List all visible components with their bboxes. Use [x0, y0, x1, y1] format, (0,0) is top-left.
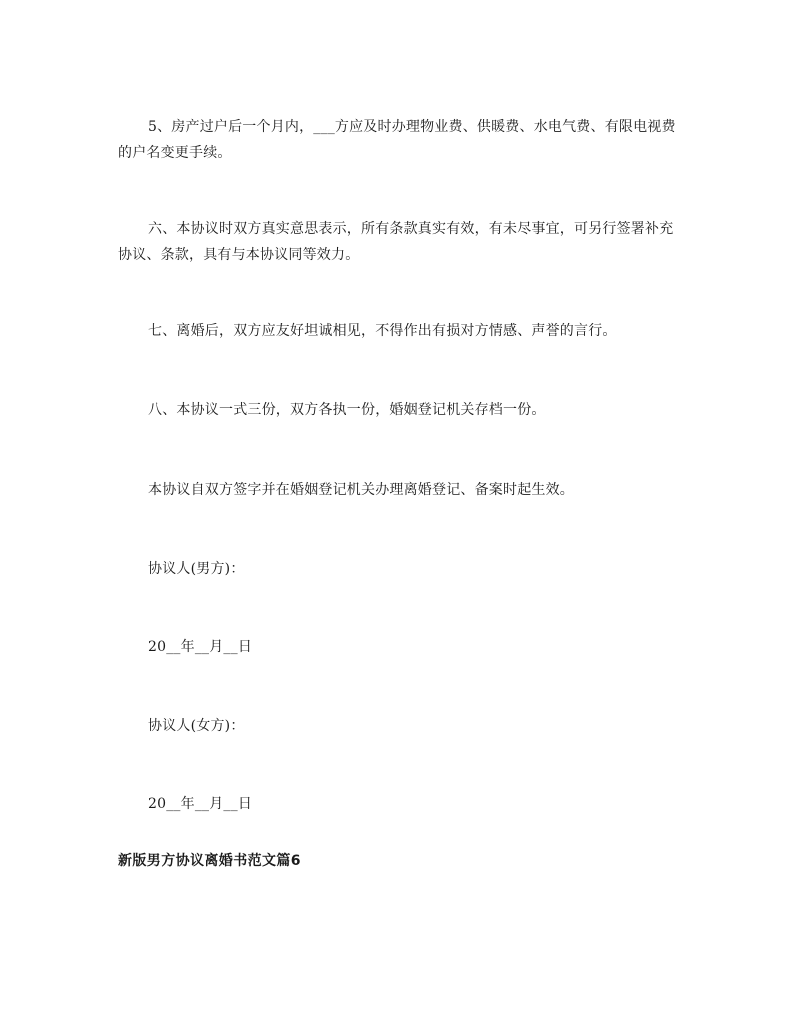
- clause-eight-paragraph: 八、本协议一式三份，双方各执一份，婚姻登记机关存档一份。: [148, 402, 546, 418]
- signatory-male-label: 协议人(男方)：: [148, 561, 245, 577]
- clause-5-paragraph: 5、房产过户后一个月内，___方应及时办理物业费、供暖费、水电气费、有限电视费的户名变更手续。: [118, 119, 676, 161]
- clause-seven-paragraph: 七、离婚后，双方应友好坦诚相见，不得作出有损对方情感、声誉的言行。: [148, 323, 617, 339]
- clause-six-paragraph: 六、本协议时双方真实意思表示，所有条款真实有效，有未尽事宜，可另行签署补充协议、条款，具有与本协议同等效力。: [118, 221, 674, 263]
- signature-date-male: 20__年__月__日: [148, 639, 253, 655]
- signature-date-female: 20__年__月__日: [148, 796, 253, 812]
- signatory-female-label: 协议人(女方)：: [148, 718, 245, 734]
- effective-statement-paragraph: 本协议自双方签字并在婚姻登记机关办理离婚登记、备案时起生效。: [148, 482, 574, 498]
- next-section-heading: 新版男方协议离婚书范文篇6: [118, 853, 301, 869]
